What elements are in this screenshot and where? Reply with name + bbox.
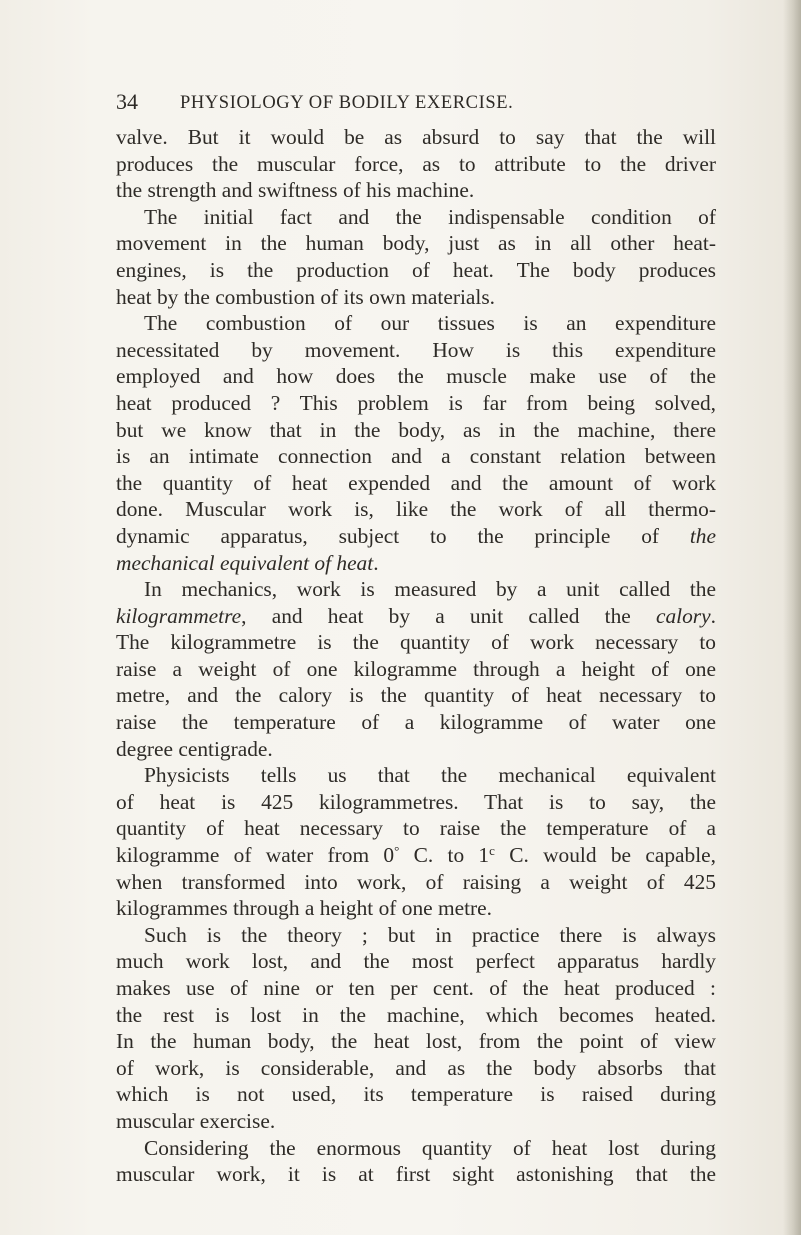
text-line: raise a weight of one kilogramme through a height of one bbox=[116, 656, 716, 681]
text-line: produces the muscular force, as to attribute to the driver bbox=[116, 151, 716, 176]
text-line: muscular exercise. bbox=[116, 1108, 276, 1133]
text-line bbox=[116, 550, 716, 577]
text-segment: . bbox=[373, 550, 379, 575]
text-line: The kilogrammetre is the quantity of work necessary to bbox=[116, 630, 716, 655]
text-segment: dynamic apparatus, subject to the principle of bbox=[116, 523, 690, 548]
italic-term: kilogrammetre bbox=[116, 603, 242, 628]
text-line: heat produced ? This problem is far from being solved, bbox=[116, 390, 716, 415]
text-segment: C. to 1 bbox=[399, 843, 490, 868]
page-number: 34 bbox=[116, 89, 138, 114]
text-line: metre, and the calory is the quantity of heat necessary to bbox=[116, 683, 716, 708]
text-line bbox=[116, 523, 716, 550]
text-segment: C. would be capable, bbox=[494, 843, 716, 868]
text-segment: , and heat by a unit called the bbox=[241, 603, 656, 628]
body-text bbox=[116, 124, 716, 1188]
text-line: when transformed into work, of raising a weight of 425 bbox=[116, 869, 716, 894]
text-line: the quantity of heat expended and the amount of work bbox=[116, 470, 716, 495]
text-line: Considering the enormous quantity of heat lost during bbox=[144, 1135, 716, 1160]
text-segment: kilogramme of water from 0 bbox=[116, 843, 395, 868]
degree-superscript: c bbox=[489, 843, 495, 859]
text-line: quantity of heat necessary to raise the temperature of a bbox=[116, 816, 716, 841]
text-line: engines, is the production of heat. The body produces bbox=[116, 257, 716, 282]
text-line: The combustion of our tissues is an expenditure bbox=[144, 311, 716, 336]
italic-term: the bbox=[689, 523, 716, 548]
running-head: PHYSIOLOGY OF BODILY EXERCISE. bbox=[180, 93, 514, 113]
degree-superscript: ° bbox=[394, 843, 400, 859]
text-line: which is not used, its temperature is raised during bbox=[116, 1082, 716, 1107]
text-line: much work lost, and the most perfect apparatus hardly bbox=[116, 949, 716, 974]
text-line: Physicists tells us that the mechanical equivalent bbox=[144, 763, 716, 788]
text-line: makes use of nine or ten per cent. of the heat produced : bbox=[116, 976, 716, 1000]
text-line bbox=[116, 603, 716, 630]
text-line: The initial fact and the indispensable condition of bbox=[144, 204, 716, 229]
text-segment: . bbox=[710, 603, 716, 628]
text-line: heat by the combustion of its own materials. bbox=[116, 284, 496, 309]
text-line: the rest is lost in the machine, which becomes heated. bbox=[116, 1002, 716, 1027]
text-line: degree centigrade. bbox=[116, 736, 273, 761]
text-line: of heat is 425 kilogrammetres. That is to say, the bbox=[116, 789, 716, 814]
text-line: the strength and swiftness of his machine. bbox=[116, 178, 475, 203]
text-line: is an intimate connection and a constant relation between bbox=[116, 444, 716, 469]
text-line: but we know that in the body, as in the machine, there bbox=[116, 417, 716, 442]
text-line: movement in the human body, just as in all other heat- bbox=[116, 231, 716, 256]
text-line: employed and how does the muscle make use of the bbox=[116, 364, 716, 389]
text-line: kilogrammes through a height of one metre. bbox=[116, 896, 493, 921]
text-line bbox=[116, 842, 716, 869]
page-header bbox=[116, 90, 716, 114]
page-gutter-shadow bbox=[783, 0, 801, 1235]
text-line: muscular work, it is at first sight astonishing that the bbox=[116, 1162, 716, 1187]
text-line: Such is the theory ; but in practice there is always bbox=[144, 922, 716, 947]
text-line: raise the temperature of a kilogramme of water one bbox=[116, 710, 716, 735]
text-line: valve. But it would be as absurd to say that the will bbox=[116, 125, 716, 149]
italic-term: calory bbox=[655, 603, 711, 628]
text-line: of work, is considerable, and as the body absorbs that bbox=[116, 1055, 716, 1080]
text-line: In the human body, the heat lost, from the point of view bbox=[116, 1029, 716, 1054]
text-line: In mechanics, work is measured by a unit called the bbox=[144, 577, 716, 602]
text-line: done. Muscular work is, like the work of all thermo- bbox=[116, 497, 716, 522]
text-line: necessitated by movement. How is this expenditure bbox=[116, 337, 716, 362]
italic-term: mechanical equivalent of heat bbox=[116, 550, 374, 575]
